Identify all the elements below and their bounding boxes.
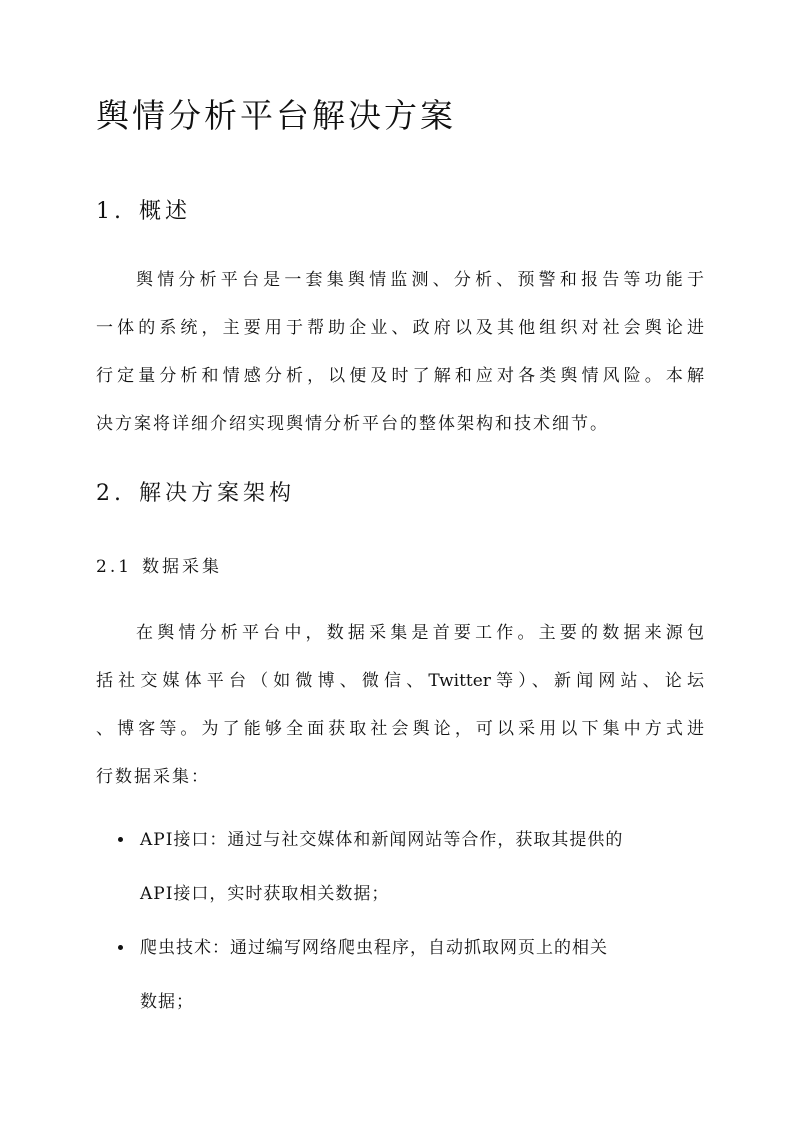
list-item [96, 924, 704, 1032]
section-heading-overview [96, 196, 191, 228]
paragraph-line: 、博客等。为了能够全面获取社会舆论，可以采用以下集中方式进 [96, 719, 704, 739]
document-title: 舆情分析平台解决方案 [96, 96, 456, 135]
bullet-icon [118, 837, 123, 842]
list-item-line: 爬虫技术：通过编写网络爬虫程序，自动抓取网页上的相关 [140, 938, 608, 958]
list-item-line: API接口：通过与社交媒体和新闻网站等合作，获取其提供的 [140, 830, 624, 850]
paragraph-line: 行数据采集： [96, 767, 210, 787]
section-title: 解决方案架构 [139, 481, 296, 506]
paragraph-line: 括社交媒体平台（如微博、微信、Twitter等）、新闻网站、论坛 [96, 671, 704, 691]
data-collection-paragraph [96, 609, 704, 801]
subsection-number: 2.1 [96, 557, 133, 577]
subsection-heading-data-collection [96, 554, 222, 580]
list-item [96, 816, 704, 924]
list-item-line: 数据； [140, 992, 194, 1012]
paragraph-line: 决方案将详细介绍实现舆情分析平台的整体架构和技术细节。 [96, 414, 609, 434]
section-number: 1. [96, 199, 125, 224]
data-collection-methods-list [96, 816, 704, 1032]
section-title: 概述 [139, 199, 192, 224]
paragraph-line: 舆情分析平台是一套集舆情监测、分析、预警和报告等功能于 [136, 270, 704, 290]
overview-paragraph [96, 256, 704, 448]
subsection-title: 数据采集 [142, 557, 223, 577]
bullet-icon [118, 945, 123, 950]
paragraph-line: 一体的系统，主要用于帮助企业、政府以及其他组织对社会舆论进 [96, 318, 704, 338]
section-number: 2. [96, 481, 125, 506]
paragraph-line: 在舆情分析平台中，数据采集是首要工作。主要的数据来源包 [136, 623, 704, 643]
section-heading-architecture [96, 478, 295, 510]
paragraph-line: 行定量分析和情感分析，以便及时了解和应对各类舆情风险。本解 [96, 366, 704, 386]
list-item-line: API接口，实时获取相关数据； [140, 884, 390, 904]
